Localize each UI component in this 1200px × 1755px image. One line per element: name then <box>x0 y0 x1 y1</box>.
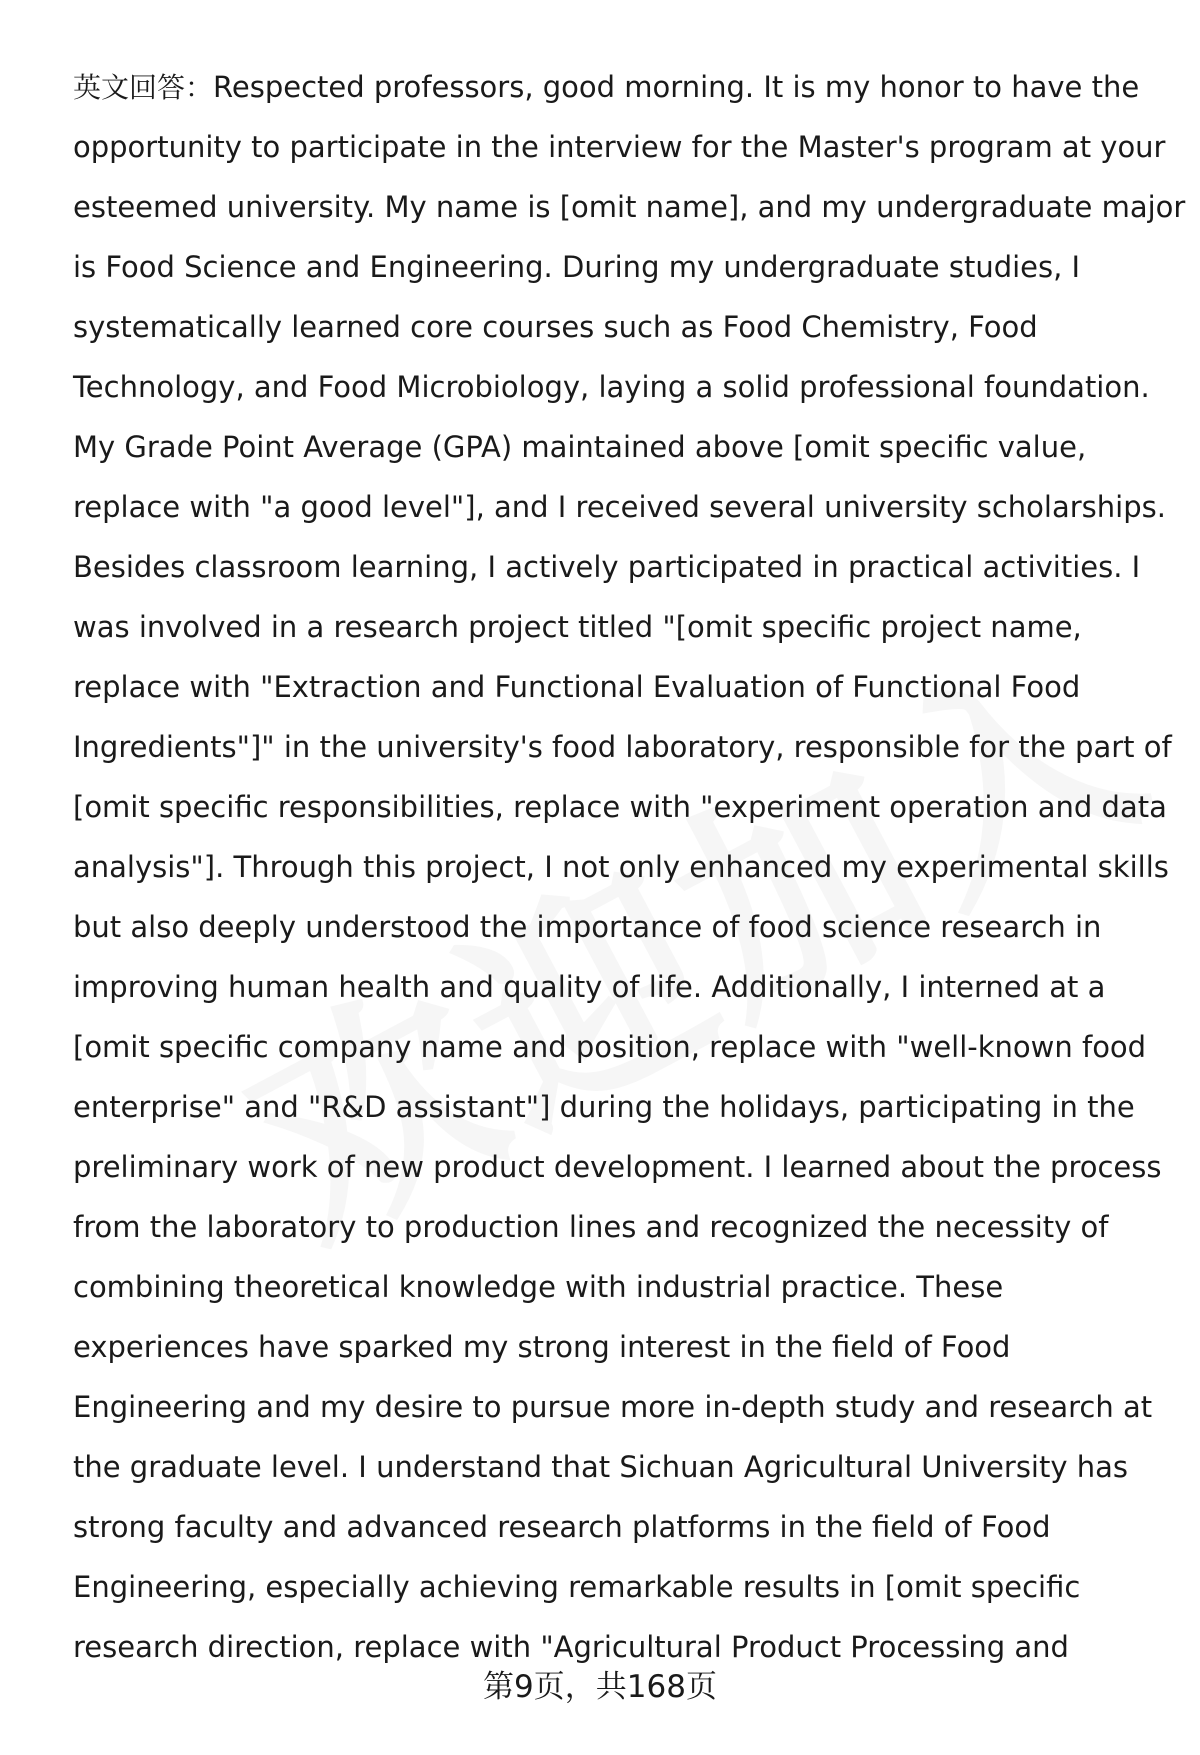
text-line: analysis"]. Through this project, I not only enhanced my experimental skills <box>73 850 1169 884</box>
text-line: opportunity to participate in the interview for the Master's program at your <box>73 130 1166 164</box>
text-line: is Food Science and Engineering. During my undergraduate studies, I <box>73 250 1081 284</box>
text-line: combining theoretical knowledge with industrial practice. These <box>73 1270 1004 1304</box>
text-line: research direction, replace with "Agricultural Product Processing and <box>73 1630 1069 1664</box>
answer-line: Respected professors, good morning. It is my honor to have the <box>213 70 1140 104</box>
text-line: [omit specific responsibilities, replace with "experiment operation and data <box>73 790 1167 824</box>
text-line: Engineering, especially achieving remarkable results in [omit specific <box>73 1570 1081 1604</box>
text-line: improving human health and quality of life. Additionally, I interned at a <box>73 970 1106 1004</box>
text-line: preliminary work of new product development. I learned about the process <box>73 1150 1162 1184</box>
text-line: from the laboratory to production lines and recognized the necessity of <box>73 1210 1109 1244</box>
answer-label: 英文回答： <box>73 71 214 104</box>
text-line: My Grade Point Average (GPA) maintained above [omit specific value, <box>73 430 1087 464</box>
text-line: strong faculty and advanced research platforms in the field of Food <box>73 1510 1051 1544</box>
text-line: enterprise" and "R&D assistant"] during the holidays, participating in the <box>73 1090 1135 1124</box>
text-line: Technology, and Food Microbiology, laying a solid professional foundation. <box>73 370 1150 404</box>
text-line: was involved in a research project titled "[omit specific project name, <box>73 610 1082 644</box>
text-line: replace with "a good level"], and I received several university scholarships. <box>73 490 1166 524</box>
text-line: Besides classroom learning, I actively participated in practical activities. I <box>73 550 1141 584</box>
text-line: the graduate level. I understand that Sichuan Agricultural University has <box>73 1450 1129 1484</box>
text-line-1 <box>73 57 1163 117</box>
text-line: [omit specific company name and position, replace with "well-known food <box>73 1030 1147 1064</box>
text-line: Engineering and my desire to pursue more in-depth study and research at <box>73 1390 1153 1424</box>
text-line: esteemed university. My name is [omit name], and my undergraduate major <box>73 190 1186 224</box>
text-line: but also deeply understood the importance of food science research in <box>73 910 1102 944</box>
page-number: 第9页，共168页 <box>483 1669 717 1705</box>
text-line: replace with "Extraction and Functional Evaluation of Functional Food <box>73 670 1081 704</box>
text-line: experiences have sparked my strong interest in the field of Food <box>73 1330 1011 1364</box>
document-body <box>73 57 1186 1677</box>
text-line: systematically learned core courses such as Food Chemistry, Food <box>73 310 1038 344</box>
text-line: Ingredients"]" in the university's food laboratory, responsible for the part of <box>73 730 1172 764</box>
